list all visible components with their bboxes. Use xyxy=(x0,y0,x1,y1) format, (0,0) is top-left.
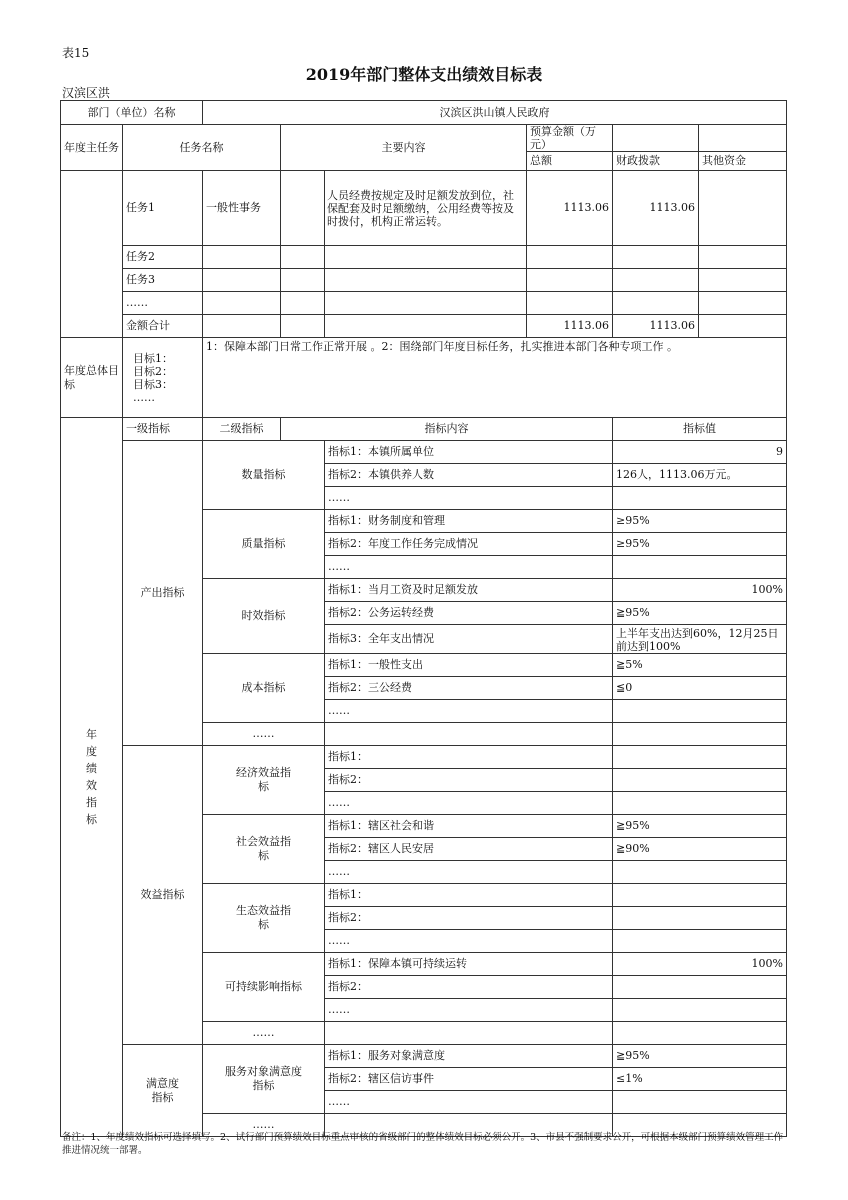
indicator-value: ≦0 xyxy=(613,677,787,700)
indicator-value xyxy=(613,769,787,792)
task-other xyxy=(699,292,787,315)
task-label: 任务3 xyxy=(123,269,203,292)
overall-targets: 目标1： 目标2： 目标3： …… xyxy=(123,338,203,418)
blank-cell xyxy=(613,1091,787,1114)
indicator-value-header: 指标值 xyxy=(613,418,787,441)
indicator-value: 100% xyxy=(613,579,787,602)
task-total xyxy=(527,246,613,269)
indicator-value: 9 xyxy=(613,441,787,464)
indicator-value xyxy=(613,907,787,930)
task-total xyxy=(527,269,613,292)
indicator-content: 指标2：三公经费 xyxy=(325,677,613,700)
service-satisfaction-label: 服务对象满意度指标 xyxy=(203,1045,325,1114)
section-label: 年度绩效指标 xyxy=(86,728,97,826)
blank-cell xyxy=(613,1022,787,1045)
task-name xyxy=(203,269,281,292)
indicator-content: 指标2：年度工作任务完成情况 xyxy=(325,533,613,556)
indicator-content: 指标1：保障本镇可持续运转 xyxy=(325,953,613,976)
task-label: 任务1 xyxy=(123,171,203,246)
task-name xyxy=(203,292,281,315)
indicator-value: 上半年支出达到60%，12月25日前达到100% xyxy=(613,625,787,654)
task-fiscal xyxy=(613,246,699,269)
indicator-content-placeholder: …… xyxy=(325,930,613,953)
level2-placeholder: …… xyxy=(203,1114,325,1137)
indicator-content: 指标1：一般性支出 xyxy=(325,654,613,677)
indicator-value: ≤1% xyxy=(613,1068,787,1091)
main-task-header: 年度主任务 xyxy=(61,125,123,171)
budget-header: 预算金额（万元） xyxy=(527,125,613,152)
task-content xyxy=(325,246,527,269)
indicator-content-placeholder: …… xyxy=(325,999,613,1022)
blank-cell xyxy=(613,723,787,746)
indicator-content: 指标1： xyxy=(325,746,613,769)
grand-fiscal: 1113.06 xyxy=(613,315,699,338)
footnote: 备注：1、年度绩效指标可选择填写。2、试行部门预算绩效目标重点审核的省级部门的整体绩效目标必须公开。3、市县不强制要求公开，可根据本级部门预算绩效管理工作推进情况统一部署。 xyxy=(62,1132,784,1156)
task-label: 任务2 xyxy=(123,246,203,269)
indicator-content: 指标2： xyxy=(325,976,613,999)
task-fiscal xyxy=(613,292,699,315)
blank-cell xyxy=(613,792,787,815)
indicator-value: ≧95% xyxy=(613,602,787,625)
indicator-value: ≧90% xyxy=(613,838,787,861)
other-funds-header: 其他资金 xyxy=(699,152,787,171)
task-total: 1113.06 xyxy=(527,171,613,246)
task-content: 人员经费按规定及时足额发放到位，社保配套及时足额缴纳，公用经费等按及时拨付，机构正常运转。 xyxy=(325,171,527,246)
blank-cell xyxy=(281,171,325,246)
blank-cell xyxy=(699,125,787,152)
task-name-header: 任务名称 xyxy=(123,125,281,171)
indicator-content: 指标2： xyxy=(325,769,613,792)
level1-header: 一级指标 xyxy=(123,418,203,441)
social-indicator-label: 社会效益指标 xyxy=(203,815,325,884)
blank-cell xyxy=(613,930,787,953)
blank-cell xyxy=(281,246,325,269)
total-label: 金额合计 xyxy=(123,315,203,338)
fiscal-header: 财政拨款 xyxy=(613,152,699,171)
task-content xyxy=(325,269,527,292)
level2-header: 二级指标 xyxy=(203,418,281,441)
indicator-content: 指标1：当月工资及时足额发放 xyxy=(325,579,613,602)
task-content xyxy=(325,292,527,315)
performance-goal-table xyxy=(60,100,787,1137)
task-other xyxy=(699,246,787,269)
ecological-indicator-label: 生态效益指标 xyxy=(203,884,325,953)
indicator-value: ≧5% xyxy=(613,654,787,677)
blank-cell xyxy=(613,700,787,723)
level2-placeholder: …… xyxy=(203,723,325,746)
blank-cell xyxy=(613,999,787,1022)
task-name: 一般性事务 xyxy=(203,171,281,246)
indicator-content: 指标2：公务运转经费 xyxy=(325,602,613,625)
indicator-value: ≥95% xyxy=(613,533,787,556)
task-total xyxy=(527,292,613,315)
quality-indicator-label: 质量指标 xyxy=(203,510,325,579)
indicator-content: 指标2：辖区信访事件 xyxy=(325,1068,613,1091)
indicator-content: 指标3：全年支出情况 xyxy=(325,625,613,654)
blank-cell xyxy=(281,269,325,292)
indicator-value xyxy=(613,746,787,769)
cost-indicator-label: 成本指标 xyxy=(203,654,325,723)
region-label: 汉滨区洪 xyxy=(62,86,111,100)
blank-cell xyxy=(613,861,787,884)
task-name xyxy=(203,246,281,269)
indicator-content: 指标2：本镇供养人数 xyxy=(325,464,613,487)
indicator-content-placeholder: …… xyxy=(325,556,613,579)
grand-other xyxy=(699,315,787,338)
indicator-content-placeholder: …… xyxy=(325,1091,613,1114)
output-indicator-label: 产出指标 xyxy=(123,441,203,746)
indicator-content: 指标1：辖区社会和谐 xyxy=(325,815,613,838)
indicator-content-placeholder: …… xyxy=(325,487,613,510)
indicator-content: 指标2：辖区人民安居 xyxy=(325,838,613,861)
task-content xyxy=(325,315,527,338)
indicator-value: 100% xyxy=(613,953,787,976)
sustainable-indicator-label: 可持续影响指标 xyxy=(203,953,325,1022)
task-name xyxy=(203,315,281,338)
level2-placeholder: …… xyxy=(203,1022,325,1045)
blank-cell xyxy=(613,556,787,579)
indicator-value xyxy=(613,884,787,907)
dept-name-value: 汉滨区洪山镇人民政府 xyxy=(203,101,787,125)
task-label: …… xyxy=(123,292,203,315)
indicator-content-placeholder: …… xyxy=(325,861,613,884)
table-number: 表15 xyxy=(62,46,90,60)
overall-goal-text: 1：保障本部门日常工作正常开展 。2：围绕部门年度目标任务，扎实推进本部门各种专项工作 。 xyxy=(203,338,787,418)
blank-cell xyxy=(613,125,699,152)
indicator-content-header: 指标内容 xyxy=(281,418,613,441)
main-content-header: 主要内容 xyxy=(281,125,527,171)
page-title: 2019年部门整体支出绩效目标表 xyxy=(305,65,543,84)
total-header: 总额 xyxy=(527,152,613,171)
indicator-content-placeholder: …… xyxy=(325,792,613,815)
task-other xyxy=(699,171,787,246)
indicator-value: 126人，1113.06万元。 xyxy=(613,464,787,487)
indicator-content: 指标1： xyxy=(325,884,613,907)
blank-cell xyxy=(325,1022,613,1045)
blank-cell xyxy=(325,723,613,746)
task-fiscal xyxy=(613,269,699,292)
annual-indicators-label xyxy=(61,418,123,1137)
satisfaction-indicator-label: 满意度指标 xyxy=(123,1045,203,1137)
blank-cell xyxy=(61,171,123,338)
blank-cell xyxy=(281,292,325,315)
dept-name-label: 部门（单位）名称 xyxy=(61,101,203,125)
indicator-content-placeholder: …… xyxy=(325,700,613,723)
economic-indicator-label: 经济效益指标 xyxy=(203,746,325,815)
indicator-content: 指标1：服务对象满意度 xyxy=(325,1045,613,1068)
indicator-value xyxy=(613,976,787,999)
indicator-value: ≧95% xyxy=(613,1045,787,1068)
timeliness-indicator-label: 时效指标 xyxy=(203,579,325,654)
quantity-indicator-label: 数量指标 xyxy=(203,441,325,510)
indicator-content: 指标1：本镇所属单位 xyxy=(325,441,613,464)
benefit-indicator-label: 效益指标 xyxy=(123,746,203,1045)
grand-total: 1113.06 xyxy=(527,315,613,338)
blank-cell xyxy=(281,315,325,338)
indicator-value: ≥95% xyxy=(613,510,787,533)
task-fiscal: 1113.06 xyxy=(613,171,699,246)
indicator-value: ≧95% xyxy=(613,815,787,838)
task-other xyxy=(699,269,787,292)
indicator-content: 指标2： xyxy=(325,907,613,930)
indicator-content: 指标1：财务制度和管理 xyxy=(325,510,613,533)
overall-goal-label: 年度总体目标 xyxy=(61,338,123,418)
blank-cell xyxy=(613,487,787,510)
